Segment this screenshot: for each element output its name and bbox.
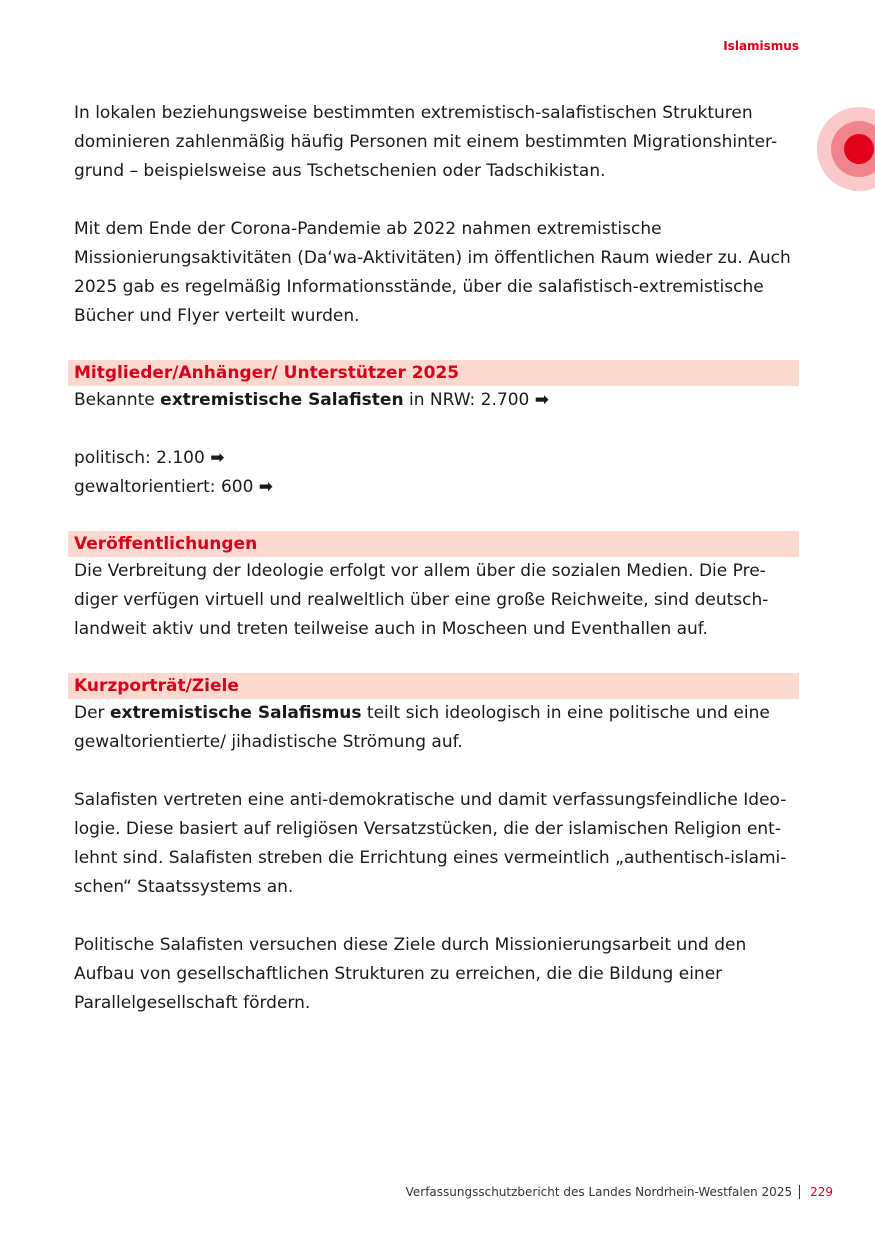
section-label: Islamismus <box>723 39 799 53</box>
portrait-paragraph-1: Der extremistische Salafismus teilt sich ideologisch in eine politische und eine gewaltorientierte/ jihadistische Strömung auf. <box>74 703 770 752</box>
violent-count-line: gewaltorientiert: 600 ➡ <box>74 477 274 497</box>
portrait-paragraph-2: Salafisten vertreten eine anti-demokratische und damit verfassungsfeindliche Ideo-logie. Diese basiert auf religiösen Versatzstücken, die der islamischen Religion ent-lehnt sind. Salafisten streben die Errichtung eines vermeintlich „authentisch-islami-schen“ Staatssystems an. <box>74 790 787 897</box>
known-salafists-line: Bekannte extremistische Salafisten in NRW: 2.700 ➡ <box>74 390 549 410</box>
main-content <box>74 99 802 1018</box>
members-heading: Mitglieder/Anhänger/ Unterstützer 2025 <box>68 360 799 386</box>
page-number: 229 <box>810 1185 833 1199</box>
footer-title: Verfassungsschutzbericht des Landes Nordrhein-Westfalen 2025 <box>405 1185 793 1199</box>
portrait-heading: Kurzporträt/Ziele <box>68 673 799 699</box>
political-count-line: politisch: 2.100 ➡ <box>74 448 225 468</box>
chapter-marker-icon <box>817 107 875 191</box>
publications-paragraph: Die Verbreitung der Ideologie erfolgt vor allem über die sozialen Medien. Die Pre-diger verfügen virtuell und realweltlich über eine große Reichweite, sind deutsch-landweit aktiv und treten teilweise auch in Moscheen und Eventhallen auf. <box>74 561 769 639</box>
intro-paragraph-2: Mit dem Ende der Corona-Pandemie ab 2022 nahmen extremistische Missionierungsaktivitäten (Da‘wa-Aktivitäten) im öffentlichen Raum wieder zu. Auch 2025 gab es regelmäßig Informationsstände, über die salafistisch-extremistische Bücher und Flyer verteilt wurden. <box>74 219 791 326</box>
intro-paragraph-1: In lokalen beziehungsweise bestimmten extremistisch-salafistischen Strukturen dominieren zahlenmäßig häufig Personen mit einem bestimmten Migrationshinter-grund – beispielsweise aus Tschetschenien oder Tadschikistan. <box>74 103 778 181</box>
publications-heading: Veröffentlichungen <box>68 531 799 557</box>
page-footer <box>406 1185 833 1199</box>
arrow-right-icon: ➡ <box>534 390 549 410</box>
portrait-paragraph-3: Politische Salafisten versuchen diese Ziele durch Missionierungsarbeit und den Aufbau von gesellschaftlichen Strukturen zu erreichen, die die Bildung einer Parallelgesellschaft fördern. <box>74 935 747 1013</box>
arrow-right-icon: ➡ <box>258 477 274 497</box>
footer-divider <box>799 1185 800 1199</box>
arrow-right-icon: ➡ <box>210 448 225 468</box>
